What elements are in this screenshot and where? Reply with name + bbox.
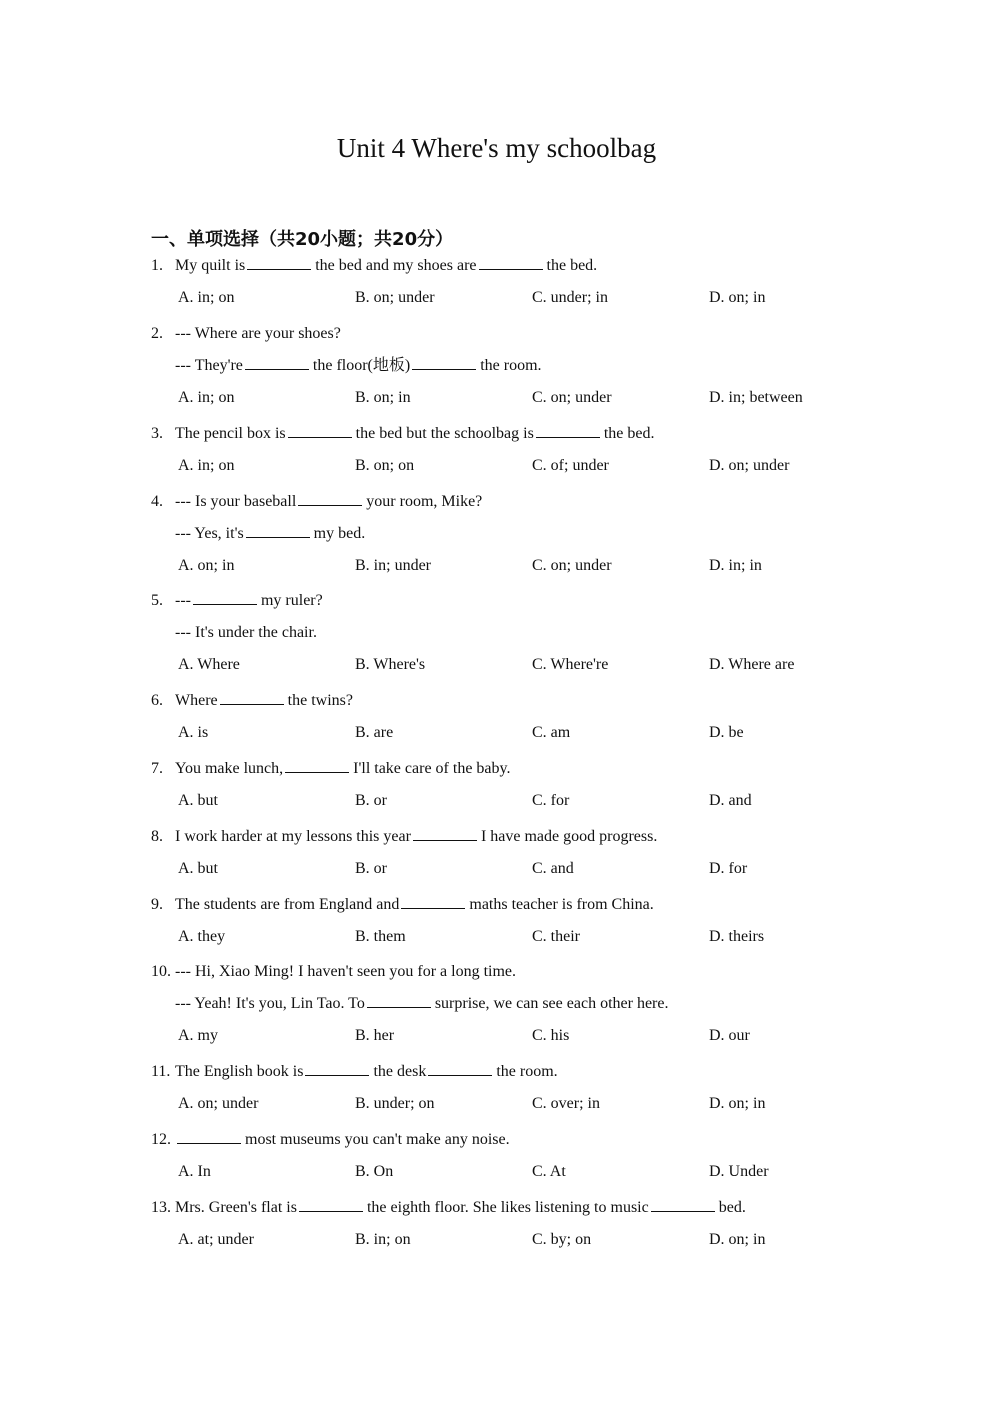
option-d: D. and [709, 792, 752, 809]
question-number: 8. [151, 828, 163, 845]
question-number: 4. [151, 493, 163, 510]
question-text: the bed. [603, 425, 655, 442]
question-text: the twins? [287, 692, 353, 709]
option-a: A. in; on [178, 457, 235, 474]
question-text: surprise, we can see each other here. [434, 995, 669, 1012]
question-number: 6. [151, 692, 163, 709]
answer-blank [367, 993, 431, 1008]
question-line [151, 894, 654, 916]
option-a: A. on; in [178, 557, 235, 574]
option-b: B. them [355, 928, 406, 945]
question-line [151, 423, 654, 445]
answer-blank [220, 690, 284, 705]
option-c: C. their [532, 928, 580, 945]
option-d: D. Under [709, 1163, 769, 1180]
question-line [151, 826, 657, 848]
question-line [151, 355, 542, 377]
option-c: C. am [532, 724, 571, 741]
option-a: A. at; under [178, 1231, 254, 1248]
option-c: C. by; on [532, 1231, 592, 1248]
question-text: my ruler? [260, 592, 323, 609]
question-text: You make lunch, [175, 760, 284, 777]
option-c: C. of; under [532, 457, 609, 474]
option-a: A. Where [178, 656, 240, 673]
question-text: Where [175, 692, 218, 709]
question-line [151, 690, 353, 712]
option-a: A. In [178, 1163, 211, 1180]
section-heading: 一、单项选择（共20小题；共20分） [151, 229, 454, 250]
option-a: A. but [178, 860, 218, 877]
question-number: 2. [151, 325, 163, 342]
question-line [151, 1197, 746, 1219]
option-c: C. Where're [532, 656, 609, 673]
question-text: the room. [480, 357, 542, 374]
question-number: 13. [151, 1199, 171, 1216]
question-text: --- Hi, Xiao Ming! I haven't seen you for a long time. [175, 963, 517, 980]
option-d: D. on; in [709, 1231, 766, 1248]
option-d: D. on; in [709, 1095, 766, 1112]
question-line [151, 491, 482, 513]
question-line [151, 758, 510, 780]
answer-blank [288, 423, 352, 438]
option-a: A. but [178, 792, 218, 809]
question-text: The English book is [175, 1063, 304, 1080]
option-a: A. is [178, 724, 209, 741]
question-number: 5. [151, 592, 163, 609]
question-line [151, 255, 597, 277]
question-text: I have made good progress. [480, 828, 658, 845]
option-d: D. be [709, 724, 744, 741]
option-b: B. on; in [355, 389, 411, 406]
question-line [151, 961, 516, 983]
option-b: B. on; under [355, 289, 435, 306]
option-c: C. for [532, 792, 570, 809]
page-title: Unit 4 Where's my schoolbag [336, 133, 657, 163]
question-line [151, 523, 365, 545]
option-d: D. our [709, 1027, 750, 1044]
answer-blank [193, 590, 257, 605]
answer-blank [401, 894, 465, 909]
option-c: C. At [532, 1163, 566, 1180]
option-b: B. or [355, 792, 387, 809]
question-text: --- Is your baseball [175, 493, 297, 510]
option-a: A. they [178, 928, 226, 945]
question-text: the bed and my shoes are [315, 257, 477, 274]
answer-blank [245, 355, 309, 370]
answer-blank [177, 1129, 241, 1144]
option-b: B. in; under [355, 557, 431, 574]
answer-blank [299, 1197, 363, 1212]
question-number: 9. [151, 896, 163, 913]
question-number: 12. [151, 1131, 171, 1148]
question-text: My quilt is [175, 257, 246, 274]
option-c: C. and [532, 860, 574, 877]
option-c: C. under; in [532, 289, 608, 306]
question-number: 3. [151, 425, 163, 442]
option-c: C. on; under [532, 389, 612, 406]
question-line [151, 590, 323, 612]
question-text: The students are from England and [175, 896, 400, 913]
option-c: C. over; in [532, 1095, 600, 1112]
question-line [151, 1061, 558, 1083]
option-a: A. on; under [178, 1095, 259, 1112]
option-b: B. or [355, 860, 387, 877]
question-line [151, 622, 317, 644]
question-text: the floor(地板) [312, 357, 411, 374]
question-text: the desk [373, 1063, 427, 1080]
option-b: B. her [355, 1027, 395, 1044]
option-d: D. in; in [709, 557, 762, 574]
question-number: 11. [151, 1063, 171, 1080]
question-text: maths teacher is from China. [469, 896, 654, 913]
question-number: 7. [151, 760, 163, 777]
question-line [151, 1129, 510, 1151]
answer-blank [428, 1061, 492, 1076]
option-d: D. theirs [709, 928, 765, 945]
question-text: I'll take care of the baby. [353, 760, 511, 777]
option-b: B. on; on [355, 457, 415, 474]
answer-blank [285, 758, 349, 773]
option-a: A. in; on [178, 289, 235, 306]
question-text: the eighth floor. She likes listening to music [366, 1199, 649, 1216]
question-text: your room, Mike? [366, 493, 483, 510]
question-text: --- [175, 592, 191, 609]
question-text: the room. [496, 1063, 558, 1080]
question-line [151, 323, 341, 345]
option-c: C. his [532, 1027, 570, 1044]
question-text: the bed. [546, 257, 598, 274]
option-c: C. on; under [532, 557, 612, 574]
option-b: B. On [355, 1163, 394, 1180]
question-text: the bed but the schoolbag is [355, 425, 534, 442]
question-text: Mrs. Green's flat is [175, 1199, 297, 1216]
answer-blank [247, 255, 311, 270]
option-d: D. on; in [709, 289, 766, 306]
option-a: A. my [178, 1027, 218, 1044]
answer-blank [246, 523, 310, 538]
answer-blank [536, 423, 600, 438]
answer-blank [412, 355, 476, 370]
question-text: most museums you can't make any noise. [245, 1131, 510, 1148]
question-text: --- Yes, it's [175, 525, 244, 542]
question-line [151, 993, 668, 1015]
question-text: --- It's under the chair. [175, 624, 317, 641]
option-d: D. for [709, 860, 748, 877]
option-b: B. under; on [355, 1095, 435, 1112]
option-b: B. are [355, 724, 394, 741]
option-d: D. Where are [709, 656, 795, 673]
question-text: I work harder at my lessons this year [175, 828, 411, 845]
question-text: --- Where are your shoes? [175, 325, 341, 342]
answer-blank [479, 255, 543, 270]
question-text: --- They're [175, 357, 243, 374]
question-number: 10. [151, 963, 171, 980]
question-text: my bed. [313, 525, 366, 542]
option-b: B. in; on [355, 1231, 411, 1248]
option-d: D. on; under [709, 457, 790, 474]
answer-blank [651, 1197, 715, 1212]
option-a: A. in; on [178, 389, 235, 406]
answer-blank [305, 1061, 369, 1076]
answer-blank [413, 826, 477, 841]
option-b: B. Where's [355, 656, 426, 673]
question-number: 1. [151, 257, 163, 274]
question-text: --- Yeah! It's you, Lin Tao. To [175, 995, 365, 1012]
answer-blank [298, 491, 362, 506]
question-text: bed. [718, 1199, 746, 1216]
option-d: D. in; between [709, 389, 803, 406]
question-text: The pencil box is [175, 425, 286, 442]
